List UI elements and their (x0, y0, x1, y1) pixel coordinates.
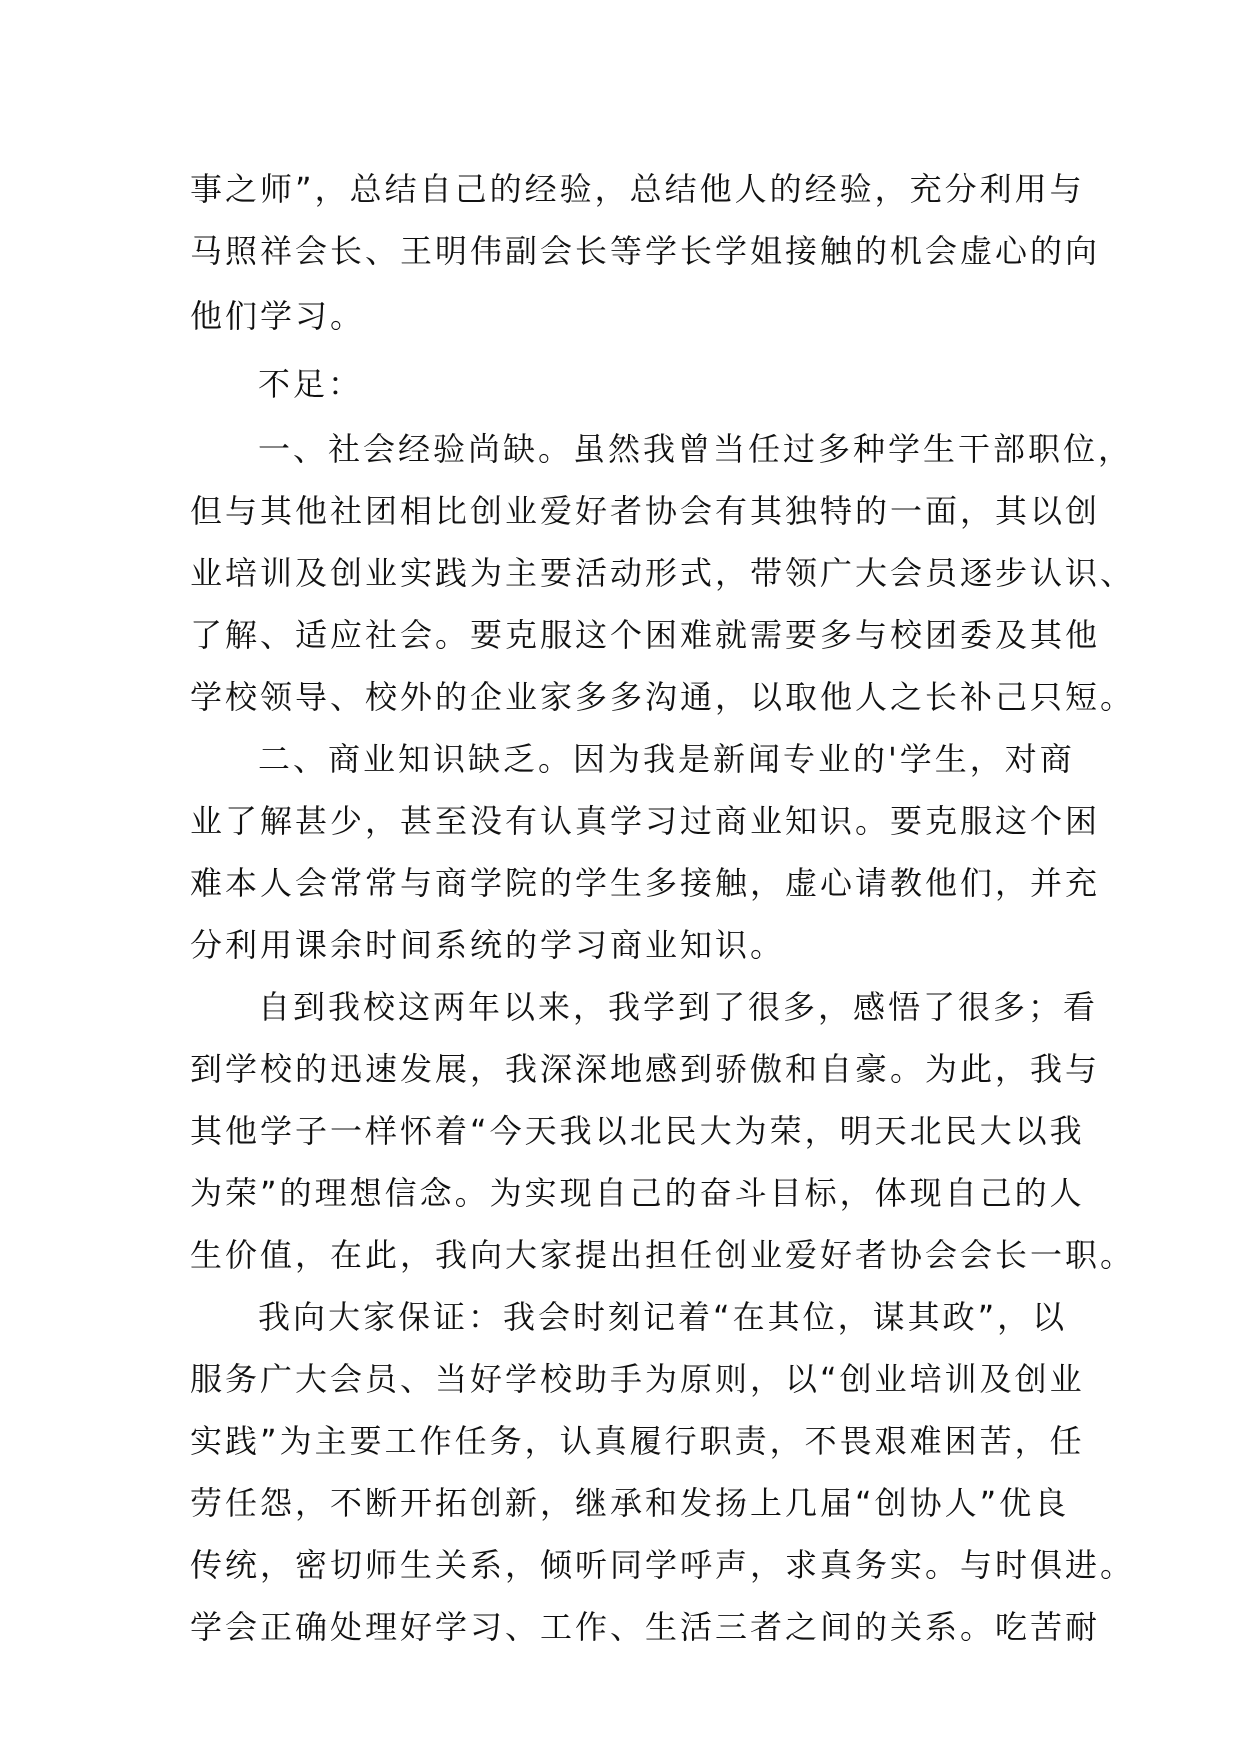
text-line: 业了解甚少，甚至没有认真学习过商业知识。要克服这个困 (190, 802, 1101, 840)
text-line: 但与其他社团相比创业爱好者协会有其独特的一面，其以创 (190, 492, 1101, 530)
text-line: 业培训及创业实践为主要活动形式，带领广大会员逐步认识、 (190, 554, 1136, 592)
text-line: 他们学习。 (190, 297, 366, 335)
text-line: 服务广大会员、当好学校助手为原则，以“创业培训及创业 (190, 1360, 1085, 1398)
text-line: 事之师”，总结自己的经验，总结他人的经验，充分利用与 (190, 170, 1085, 208)
text-line: 生价值，在此，我向大家提出担任创业爱好者协会会长一职。 (190, 1236, 1136, 1274)
text-line: 到学校的迅速发展，我深深地感到骄傲和自豪。为此，我与 (190, 1050, 1101, 1088)
text-line: 劳任怨，不断开拓创新，继承和发扬上几届“创协人”优良 (190, 1484, 1070, 1522)
text-line: 了解、适应社会。要克服这个困难就需要多与校团委及其他 (190, 616, 1101, 654)
text-line: 其他学子一样怀着“今天我以北民大为荣，明天北民大以我 (190, 1112, 1085, 1150)
text-line: 一、社会经验尚缺。虽然我曾当任过多种学生干部职位， (258, 430, 1134, 468)
text-line: 马照祥会长、王明伟副会长等学长学姐接触的机会虚心的向 (190, 232, 1101, 270)
text-line: 难本人会常常与商学院的学生多接触，虚心请教他们，并充 (190, 864, 1101, 902)
text-line: 学会正确处理好学习、工作、生活三者之间的关系。吃苦耐 (190, 1608, 1101, 1646)
text-line: 二、商业知识缺乏。因为我是新闻专业的'学生，对商 (258, 740, 1075, 778)
text-line: 实践”为主要工作任务，认真履行职责，不畏艰难困苦，任 (190, 1422, 1085, 1460)
text-line: 传统，密切师生关系，倾听同学呼声，求真务实。与时俱进。 (190, 1546, 1136, 1584)
text-line: 我向大家保证：我会时刻记着“在其位，谋其政”，以 (258, 1298, 1068, 1336)
document-body (190, 158, 1136, 1658)
section-heading: 不足： (258, 365, 364, 403)
text-line: 学校领导、校外的企业家多多沟通，以取他人之长补己只短。 (190, 678, 1136, 716)
text-line: 分利用课余时间系统的学习商业知识。 (190, 926, 786, 964)
text-line: 自到我校这两年以来，我学到了很多，感悟了很多；看 (258, 988, 1099, 1026)
text-line: 为荣”的理想信念。为实现自己的奋斗目标，体现自己的人 (190, 1174, 1085, 1212)
